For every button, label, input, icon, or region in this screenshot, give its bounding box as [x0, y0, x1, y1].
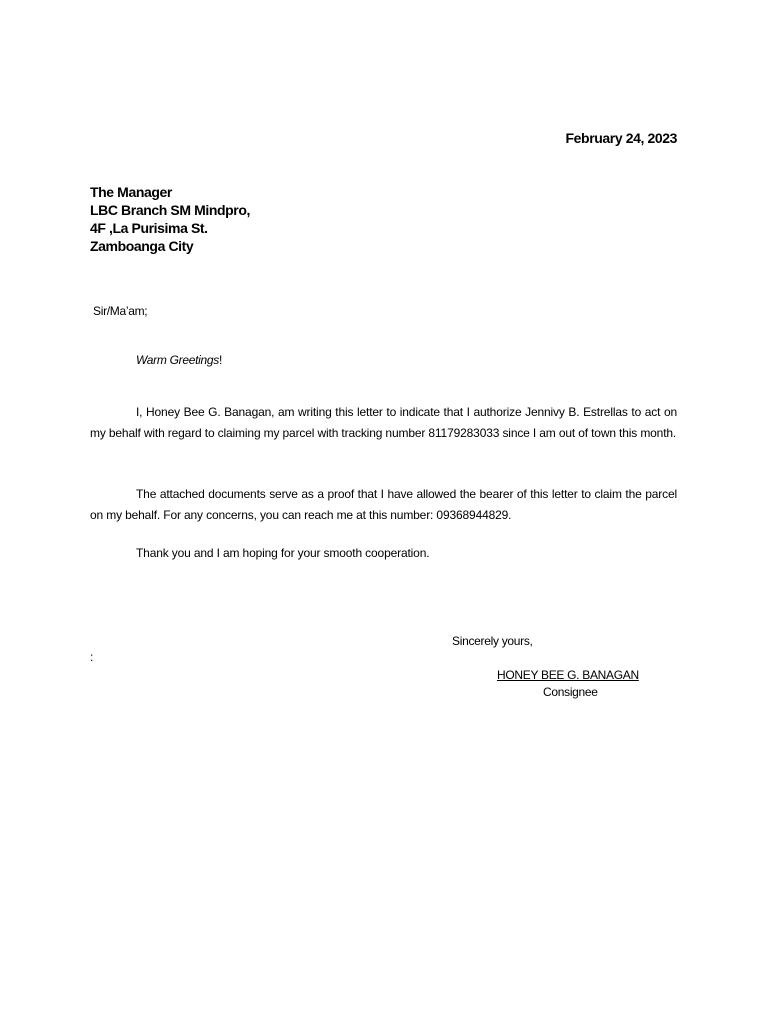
- signatory-role: Consignee: [543, 685, 598, 699]
- greeting: [136, 353, 222, 367]
- greeting-punct: !: [218, 353, 222, 367]
- stray-mark: :: [90, 650, 94, 664]
- recipient-line-1: The Manager: [90, 184, 172, 200]
- paragraph-2-text: The attached documents serve as a proof that I have allowed the bearer of this letter to claim the parcel on my behalf. For any concerns, you can reach me at this number: 09368944829.: [90, 487, 677, 522]
- closing-phrase: Sincerely yours,: [452, 634, 533, 648]
- recipient-line-4: Zamboanga City: [90, 238, 194, 254]
- salutation: Sir/Ma’am;: [93, 304, 148, 318]
- recipient-line-2: LBC Branch SM Mindpro,: [90, 202, 250, 218]
- recipient-line-3: 4F ,La Purisima St.: [90, 220, 208, 236]
- recipient-address: [90, 183, 250, 255]
- greeting-text: Warm Greetings: [136, 353, 219, 367]
- body-paragraph-3: Thank you and I am hoping for your smooth cooperation.: [136, 546, 430, 560]
- signatory-name: HONEY BEE G. BANAGAN: [497, 668, 639, 682]
- letter-date: February 24, 2023: [565, 130, 677, 146]
- body-paragraph-2: [90, 484, 677, 525]
- paragraph-1-text: I, Honey Bee G. Banagan, am writing this letter to indicate that I authorize Jennivy B. Estrellas to act on my behalf with regard to claiming my parcel with tracking number 81179283033 since I am out of town this month.: [90, 405, 677, 440]
- body-paragraph-1: [90, 402, 677, 443]
